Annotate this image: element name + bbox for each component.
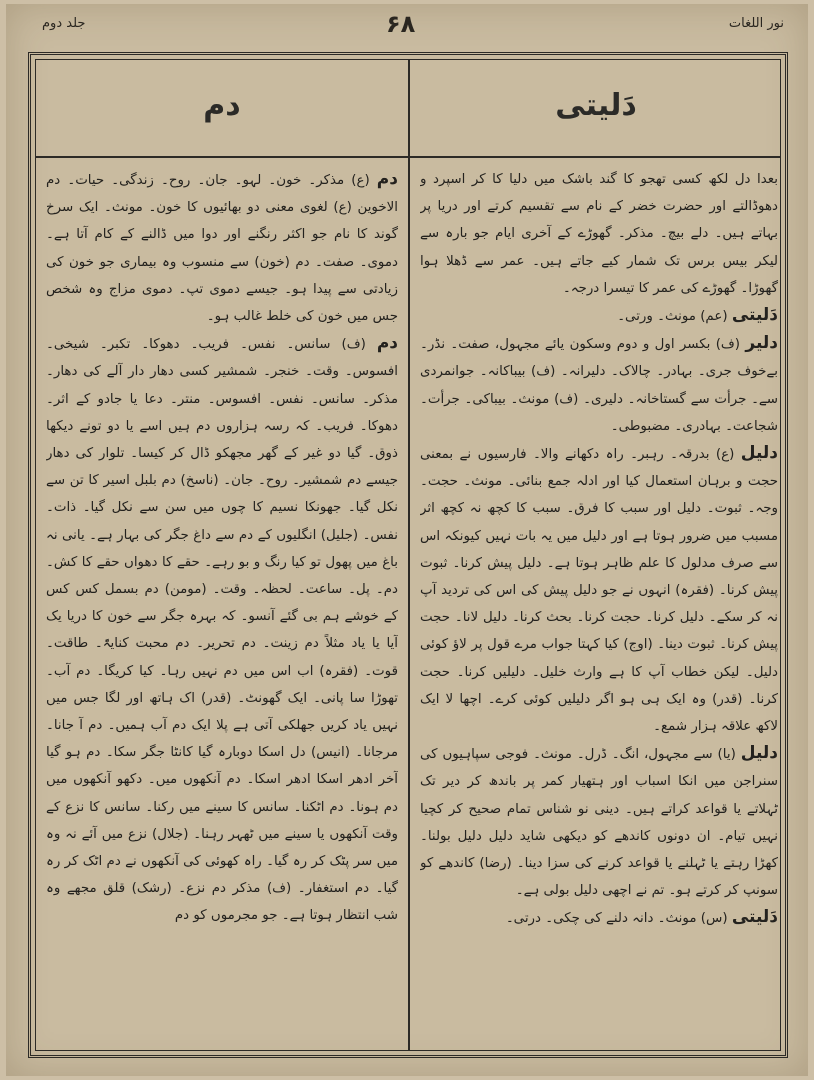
entry-headword: دلیل — [740, 743, 778, 764]
dictionary-entry — [420, 330, 778, 440]
book-title: نور اللغات — [728, 16, 784, 31]
entry-headword: دَلیتی — [731, 305, 778, 326]
entry-definition: (ف) سانس۔ نفس۔ فریب۔ دھوکا۔ تکبر۔ شیخی۔ افسوس۔ وقت۔ خنجر۔ شمشیر کسی دھار دار آلے کی دھار۔ مذکر۔ سانس۔ نفس۔ افسوس۔ منتر۔ دعا یا جادو کے اثر۔ دھوکا۔ فریب۔ کہ رسہ ہزاروں دم ہیں اسے یا دو تونے دیکھا ذوق۔ گیا دو غیر کے گھر مجھکو ڈال کر کیسا۔ تلوار کی دھار جیسے دم شمشیر۔ روح۔ جان۔ (ناسخ) دم بلبل اسیر کا تن سے نکل گیا۔ جھونکا نسیم کا چوں میں سن سے نکل گیا۔ ذات۔ نفس۔ (جلیل) انگلیوں کے دم سے داغ جگر کی بہار ہے۔ یانی نہ باغ میں پھول تو کیا رنگ و بو رہے۔ حقے کا دھواں حقے کا کش۔ دم۔ پل۔ ساعت۔ لحظہ۔ وقت۔ (مومن) دم بسمل کس کس کے خوشے ہم بی گئے آنسو۔ کہ بہرہ جگر سے خون کا دریا یک آیا یا یاد مثلاً دم زینت۔ دم تحریر۔ دم محبت کنایۃً۔ طاقت۔ قوت۔ (فقرہ) اب اس میں دم نہیں رہا۔ کیا کریگا۔ دم آب۔ تھوڑا سا پانی۔ ایک گھونٹ۔ (قدر) اک ہاتھ اور لگا جس میں نہیں یاد کریں جھلکی آتی ہے پلا ایک دم آب ہمیں۔ دم آ جانا۔ مرجانا۔ (انیس) دل اسکا دوبارہ گیا کانٹا جگر سکا۔ دم ہو گیا آخر ادھر اسکا ادھر اسکا۔ دم آنکھوں میں۔ دکھو آنکھوں میں دم ہونا۔ دم اٹکنا۔ سانس کا سینے میں رکنا۔ سانس کا نزع کے وقت آنکھوں یا سینے میں ٹھہر رہنا۔ (جلال) نزع میں آئے نہ وہ میں سر پٹک کر رہ گیا۔ راہ کھوئی کی آنکھوں نے دم اٹک کر رہ گیا۔ دم استغفار۔ (ف) مذکر دم نزع۔ (رشک) قلق مجھے وہ شب انتظار ہوتا ہے۔ جو مجرموں کو دم — [46, 337, 398, 924]
left-column-text — [46, 166, 398, 1040]
entry-definition: (ع) مذکر۔ خون۔ لہو۔ جان۔ روح۔ زندگی۔ حیات۔ دم الاخوین (ع) لغوی معنی دو بھائیوں کا خون۔ مونث۔ ایک سرخ گوند کا نام جو اکثر رنگنے اور دوا میں ڈالنے کے کام آتا ہے۔ دموی۔ صفت۔ دم (خون) سے منسوب وہ بیماری جو خون کی زیادتی سے پیدا ہو۔ جیسے دموی تپ۔ دموی مزاج وہ شخص جس میں خون کی خلط غالب ہو۔ — [46, 173, 398, 325]
entry-headword: دم — [376, 333, 398, 354]
entry-headword: دلیر — [745, 333, 778, 354]
dictionary-entry — [46, 330, 398, 929]
dictionary-entry — [420, 904, 778, 932]
page-number: ۶۸ — [386, 10, 416, 38]
dictionary-entry — [420, 740, 778, 904]
entry-headword: دلیل — [740, 443, 778, 464]
entry-definition: (ع) بدرقہ۔ رہبر۔ راہ دکھانے والا۔ فارسیوں نے بمعنی حجت و برہان استعمال کیا اور ادلہ جمع بنائی۔ مونث۔ حجت۔ وجہ۔ ثبوت۔ دلیل اور سبب کا فرق۔ سبب کا کچھ نہ کچھ اثر مسبب میں ضرور ہوتا ہے اور دلیل میں یہ بات نہیں کیونکہ اس سے صرف مدلول کا علم ظاہر ہوتا ہے۔ دلیل پیش کرنا۔ ثبوت پیش کرنا۔ (فقرہ) انہوں نے جو دلیل پیش کی اس کی تردید آپ نہ کر سکے۔ دلیل کرنا۔ حجت کرنا۔ بحث کرنا۔ دلیل لانا۔ حجت پیش کرنا۔ ثبوت دینا۔ (اوج) کیا کہتا جواب مرے قول پر لاؤ کوئی دلیل۔ لیکن خطاب آپ کا ہے وارث خلیل۔ دلیلیں کرنا۔ حجت کرنا۔ (قدر) وہ ایک ہی ہو اگر دلیلیں کوئی کرے۔ اچھا لا ایک لاکھ علاقہ ہزار شمع۔ — [420, 447, 778, 735]
volume-label: جلد دوم — [42, 16, 86, 31]
entry-definition: (س) مونث۔ دانہ دلنے کی چکی۔ درتی۔ — [505, 911, 728, 927]
right-column-title: دَلیتی — [555, 88, 637, 123]
left-column-title: دم — [203, 88, 241, 123]
entry-headword: دَلیتی — [731, 907, 778, 928]
entry-definition: (ف) بکسر اول و دوم وسکون یائے مجہول، صفت۔ نڈر۔ بےخوف جری۔ بہادر۔ چالاک۔ دلیرانہ۔ (ف) بیباکانہ۔ جوانمردی سے۔ جرأت سے گستاخانہ۔ دلیری۔ (ف) مونث۔ بیباکی۔ جرأت۔ شجاعت۔ بہادری۔ مضبوطی۔ — [420, 337, 778, 434]
column-divider — [408, 60, 410, 1050]
page-frame — [28, 52, 788, 1058]
running-head — [6, 10, 808, 50]
right-column-text — [420, 166, 778, 1040]
entry-headword: دم — [376, 169, 398, 189]
page-frame-inner — [35, 59, 781, 1051]
entry-definition: (یا) سے مجہول، انگ۔ ڈرل۔ مونث۔ فوجی سپاہیوں کی سنراجن میں انکا اسباب اور ہتھیار کمر پر باندھ کر دیر تک ٹہلاتے یا قواعد کراتے ہیں۔ دینی نو شناس تمام صحیح کر کچیا نہیں تیام۔ ان دونوں کاندھے کو دیکھی شاید دلیل دلیل بولنا۔ کھڑا رہتے یا ٹہلنے یا قواعد کرنے کی سزا دینا۔ (رضا) کاندھے کو سونپ کر کرتے ہو۔ تم نے اچھی دلیل بولی ہے۔ — [420, 747, 778, 899]
dictionary-entry — [420, 302, 778, 330]
dictionary-entry — [46, 166, 398, 330]
book-page — [6, 4, 808, 1076]
dictionary-entry — [420, 166, 778, 302]
entry-definition: (عم) مونث۔ ورتی۔ — [617, 309, 728, 325]
entry-definition: بعدا دل لکھ کسی تھجو کا گند باشک میں دلیا کا کر اسپرد و دھوڈالتے اور حضرت خضر کے نام سے تقسیم کرتے اور دریا پر بہاتے ہیں۔ دلے بیچ۔ مذکر۔ گھوڑے کے آخری ایام جو بارہ سے لیکر بیس برس تک شمار کیے جاتے ہیں۔ عمر سے ڈھلا ہوا گھوڑا۔ گھوڑے کی عمر کا تیسرا درجہ۔ — [420, 172, 778, 296]
dictionary-entry — [420, 440, 778, 740]
